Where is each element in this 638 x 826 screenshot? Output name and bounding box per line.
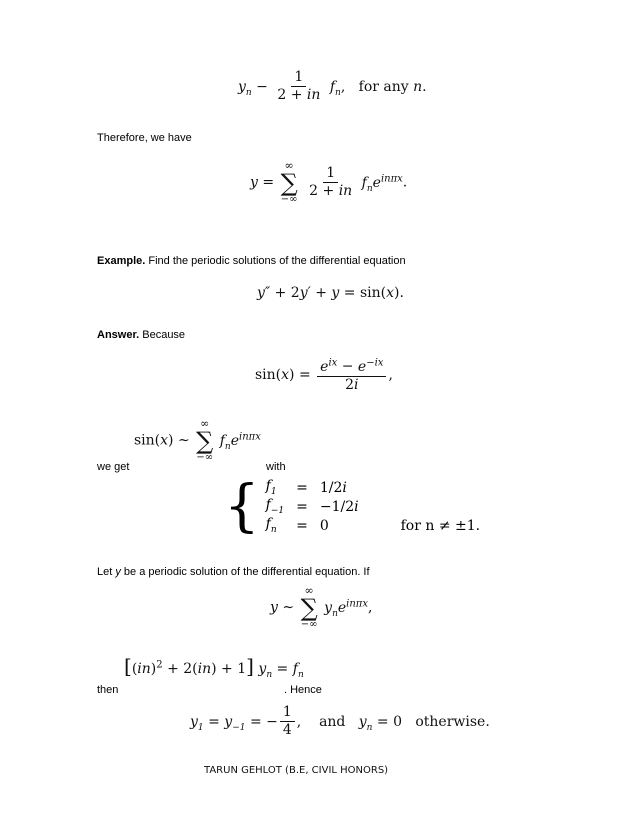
coefficient-system: { $f_1$ = 1/2i $f_{-1}$ = −1/2i $f_n$ = 0 for n ≠ ±1. xyxy=(224,478,486,535)
then-text: then xyxy=(97,684,119,696)
equation-y-fourier: y ∼ ∞ ∑ −∞ $y_ne^{in\pi x}$, xyxy=(270,584,373,630)
equation-sin-series: sin(x) ∼ ∞ ∑ −∞ $f_ne^{in\pi x}$ xyxy=(134,417,261,463)
answer-label: Answer. xyxy=(97,329,140,341)
hence-text: . Hence xyxy=(284,684,322,696)
page-footer: TARUN GEHLOT (B.E, CIVIL HONORS) xyxy=(204,765,389,776)
answer-paragraph xyxy=(97,329,185,341)
for-any-text: for any xyxy=(358,78,409,95)
otherwise-word: otherwise. xyxy=(415,713,490,730)
equation-coefficient-relation: [(in)$^2$ + 2(in) + 1] $y_n = f_n$ xyxy=(124,654,304,680)
example-paragraph xyxy=(97,255,406,267)
with-text: with xyxy=(266,461,286,473)
therefore-text: Therefore, we have xyxy=(97,132,192,144)
example-text: Find the periodic solutions of the differential equation xyxy=(145,255,406,267)
left-brace-icon: { xyxy=(224,473,260,539)
equation-ode: y″ + 2y′ + y = sin(x). xyxy=(257,285,404,301)
example-label: Example. xyxy=(97,255,146,267)
equation-sin-euler: sin(x) = $\frac{e^{ix} - e^{-ix}}{2i}$ , xyxy=(255,357,393,394)
and-word: and xyxy=(319,713,346,730)
equation-final: $y_1 = y_{-1}$ = − $\frac{1}{4}$ , and $y_n = 0$ otherwise. xyxy=(190,704,490,739)
we-get-text: we get xyxy=(97,461,130,473)
neq-condition: for n ≠ ±1. xyxy=(400,517,481,534)
equation-yn: $y_n$ − $\frac{1}{2 + in}$ $f_n$, for any n. xyxy=(238,69,427,104)
answer-text: Because xyxy=(139,329,186,341)
let-y-paragraph: Let y be a periodic solution of the differential equation. If xyxy=(97,566,370,578)
equation-y-series: y = ∞ ∑ −∞ $\frac{1}{2 + in}$ $f_ne^{in\pi x}$. xyxy=(250,159,408,205)
